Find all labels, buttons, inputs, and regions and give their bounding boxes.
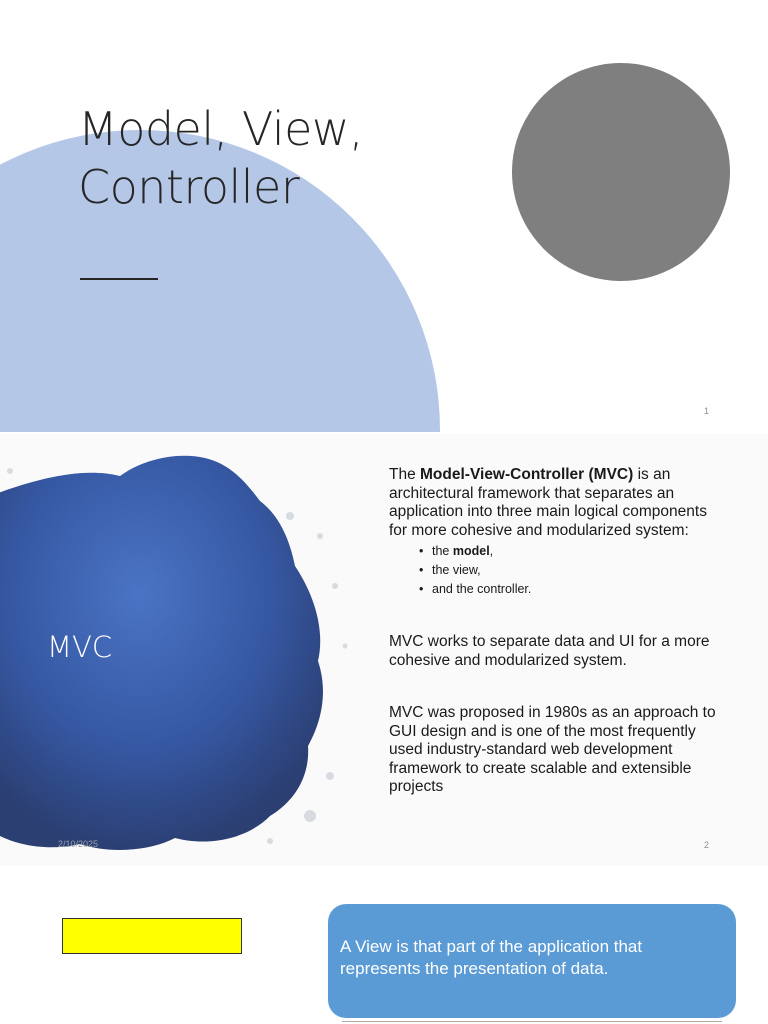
mvc-overview-slide <box>0 434 768 866</box>
intro-prefix: The <box>389 466 421 483</box>
slide-number: 2 <box>703 840 709 850</box>
view-slide <box>0 868 768 1024</box>
list-item: • and the controller. <box>419 580 719 599</box>
slide-date: 2/10/2025 <box>58 839 99 849</box>
intro-suffix: is an architectural framework that separates an application into three main logical components for more cohesive and modularized system: <box>389 466 707 539</box>
title-line-1: Model, View, <box>78 102 364 156</box>
callout-underline <box>342 1021 722 1022</box>
body-text <box>389 466 719 797</box>
decorative-gray-circle <box>512 63 730 281</box>
yellow-highlight-box <box>62 918 242 954</box>
intro-paragraph <box>389 466 719 540</box>
paragraph-history: MVC was proposed in 1980s as an approach to GUI design and is one of the most frequently used industry-standard web development framework to create scalable and extensible projects <box>389 704 716 795</box>
intro-bold-term: Model-View-Controller (MVC) <box>420 466 634 483</box>
title-line-2: Controller <box>78 160 300 214</box>
list-item: • the view, <box>419 561 719 580</box>
section-label: MVC <box>47 630 113 664</box>
paragraph-separation: MVC works to separate data and UI for a more cohesive and modularized system. <box>389 633 710 669</box>
slide-number: 1 <box>703 406 709 416</box>
component-list <box>389 542 719 599</box>
callout-text: A View is that part of the application that represents the presentation of data. <box>340 937 643 978</box>
bullet-1-suffix: , <box>489 544 494 558</box>
title-underline <box>80 278 158 280</box>
bullet-1-prefix: the <box>432 544 453 558</box>
view-definition-callout <box>328 904 736 1018</box>
title-slide <box>0 0 768 432</box>
slide-title <box>78 100 363 216</box>
list-item <box>419 542 719 561</box>
bullet-1-bold: model <box>452 544 490 558</box>
